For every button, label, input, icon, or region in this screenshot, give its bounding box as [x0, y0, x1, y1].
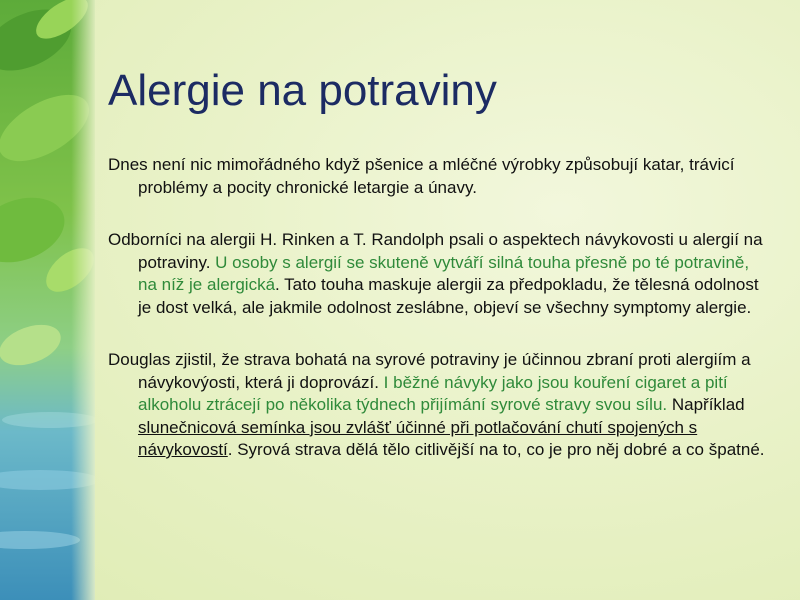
text-segment: . Tato touha maskuje alergii za předpokladu, že tělesná odolnost je dost velká, ale jakmile odolnost zeslábne, objeví se všechny symptomy alergie.	[138, 275, 759, 317]
highlighted-text-segment: I běžné návyky jako jsou kouření cigaret a pití alkoholu ztrácejí po několika týdnech přijímání syrové stravy svou sílu.	[138, 372, 728, 414]
underlined-text-segment: slunečnicová semínka jsou zvlášť účinné při potlačování chutí spojených s návykovostí	[138, 417, 698, 459]
text-segment: . Syrová strava dělá tělo citlivější na to, co je pro něj dobré a co špatné.	[227, 440, 765, 459]
paragraph-2	[108, 229, 770, 319]
text-segment: Dnes není nic mimořádného když pšenice a mléčné výrobky způsobují katar, trávicí problémy a pocity chronické letargie a únavy.	[108, 155, 735, 197]
text-segment: Odborníci na alergii H. Rinken a T. Randolph psali o aspektech návykovosti u alergií na potraviny.	[108, 230, 763, 272]
text-segment: Douglas zjistil, že strava bohatá na syrové potraviny je účinnou zbraní proti alergiím a návykovýosti, která ji doprovází.	[108, 350, 751, 392]
paragraph-1	[108, 154, 770, 199]
highlighted-text-segment: U osoby s alergií se skuteně vytváří silná touha přesně po té potravině, na níž je alergická	[138, 252, 750, 294]
paragraph-3	[108, 349, 770, 462]
slide-title: Alergie na potraviny	[108, 66, 497, 115]
slide-body	[108, 154, 770, 492]
text-segment: Například	[667, 395, 745, 414]
leaves-water-decoration	[0, 0, 95, 600]
